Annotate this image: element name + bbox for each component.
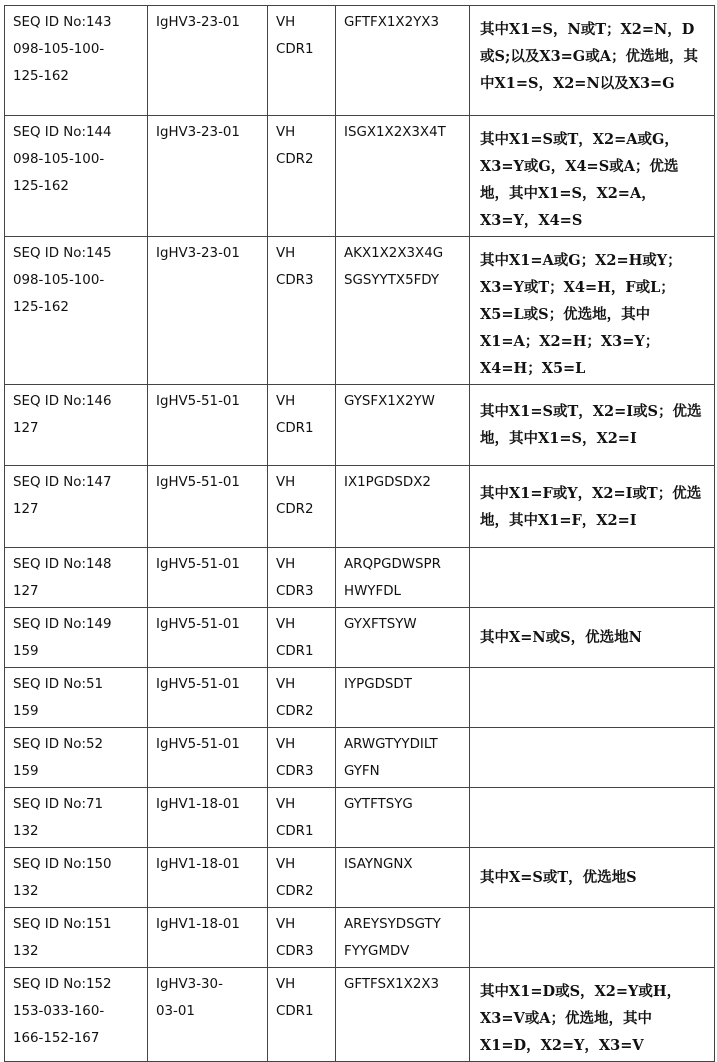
region-text: VH CDR1 xyxy=(276,617,314,659)
clone-id-text: 159 xyxy=(13,764,39,779)
region-cell xyxy=(268,466,336,548)
clone-id-text: 132 xyxy=(13,944,39,959)
sequence-cell xyxy=(336,728,470,788)
sequence-cell xyxy=(336,6,470,116)
clone-id-text: 127 xyxy=(13,421,39,436)
germline-cell xyxy=(148,728,268,788)
seq-id-cell xyxy=(5,385,148,466)
seq-id-cell xyxy=(5,908,148,968)
seq-id-cell xyxy=(5,788,148,848)
table-row xyxy=(5,668,715,728)
region-text: VH CDR2 xyxy=(276,677,314,719)
note-cell xyxy=(470,385,715,466)
germline-text: IgHV3-23-01 xyxy=(156,246,240,261)
note-text: 其中X1=A或G；X2=H或Y；X3=Y或T；X4=H，F或L；X5=L或S；优选地，其中X1=A；X2=H；X3=Y；X4=H；X5=L xyxy=(480,252,682,377)
sequence-cell xyxy=(336,237,470,385)
region-cell xyxy=(268,968,336,1062)
sequence-text: IX1PGDSDX2 xyxy=(344,475,431,490)
seq-id-text: SEQ ID No:143 xyxy=(13,15,112,30)
seq-id-text: SEQ ID No:52 xyxy=(13,737,104,752)
germline-text: IgHV5-51-01 xyxy=(156,677,240,692)
seq-id-cell xyxy=(5,466,148,548)
clone-id-text: 159 xyxy=(13,704,39,719)
note-cell xyxy=(470,848,715,908)
sequence-text: ARQPGDWSPR HWYFDL xyxy=(344,557,441,599)
table-row xyxy=(5,728,715,788)
germline-cell xyxy=(148,908,268,968)
region-cell xyxy=(268,237,336,385)
sequence-text: GYTFTSYG xyxy=(344,797,413,812)
region-text: VH CDR1 xyxy=(276,977,314,1019)
germline-text: IgHV5-51-01 xyxy=(156,617,240,632)
clone-id-text: 127 xyxy=(13,584,39,599)
sequence-cell xyxy=(336,548,470,608)
note-cell xyxy=(470,548,715,608)
region-text: VH CDR2 xyxy=(276,475,314,517)
seq-id-text: SEQ ID No:148 xyxy=(13,557,112,572)
note-text: 其中X1=F或Y，X2=I或T；优选地，其中X1=F，X2=I xyxy=(480,484,702,529)
seq-id-cell xyxy=(5,237,148,385)
table-row xyxy=(5,908,715,968)
note-text: 其中X1=D或S，X2=Y或H，X3=V或A；优选地，其中X1=D，X2=Y，X3=V xyxy=(480,983,682,1054)
seq-id-cell xyxy=(5,968,148,1062)
table-row xyxy=(5,385,715,466)
note-cell xyxy=(470,237,715,385)
table-row xyxy=(5,848,715,908)
germline-cell xyxy=(148,385,268,466)
sequence-cell xyxy=(336,608,470,668)
clone-id-text: 098-105-100- 125-162 xyxy=(13,273,105,315)
germline-cell xyxy=(148,6,268,116)
germline-cell xyxy=(148,788,268,848)
note-cell xyxy=(470,6,715,116)
germline-text: IgHV5-51-01 xyxy=(156,557,240,572)
note-cell xyxy=(470,668,715,728)
clone-id-text: 127 xyxy=(13,502,39,517)
seq-id-cell xyxy=(5,116,148,237)
sequence-cell xyxy=(336,668,470,728)
seq-id-cell xyxy=(5,668,148,728)
table-row xyxy=(5,237,715,385)
germline-cell xyxy=(148,668,268,728)
seq-id-text: SEQ ID No:152 xyxy=(13,977,112,992)
sequence-text: GFTFX1X2YX3 xyxy=(344,15,439,30)
germline-text: IgHV5-51-01 xyxy=(156,475,240,490)
region-cell xyxy=(268,668,336,728)
sequence-text: AKX1X2X3X4G SGSYYTX5FDY xyxy=(344,246,444,288)
sequence-table xyxy=(4,5,715,1062)
germline-cell xyxy=(148,968,268,1062)
region-text: VH CDR2 xyxy=(276,125,314,167)
region-text: VH CDR3 xyxy=(276,737,314,779)
germline-cell xyxy=(148,608,268,668)
region-text: VH CDR3 xyxy=(276,246,314,288)
note-cell xyxy=(470,608,715,668)
germline-text: IgHV5-51-01 xyxy=(156,394,240,409)
note-cell xyxy=(470,728,715,788)
germline-cell xyxy=(148,466,268,548)
region-text: VH CDR3 xyxy=(276,917,314,959)
germline-cell xyxy=(148,116,268,237)
seq-id-cell xyxy=(5,728,148,788)
table-row xyxy=(5,466,715,548)
region-cell xyxy=(268,608,336,668)
clone-id-text: 159 xyxy=(13,644,39,659)
note-cell xyxy=(470,968,715,1062)
note-text: 其中X=N或S，优选地N xyxy=(480,629,642,646)
note-text: 其中X1=S或T，X2=A或G，X3=Y或G，X4=S或A；优选地，其中X1=S，X2=A，X3=Y，X4=S xyxy=(480,131,679,229)
table-row xyxy=(5,548,715,608)
note-cell xyxy=(470,908,715,968)
germline-text: IgHV1-18-01 xyxy=(156,857,240,872)
germline-text: IgHV5-51-01 xyxy=(156,737,240,752)
clone-id-text: 098-105-100- 125-162 xyxy=(13,42,105,84)
region-text: VH CDR3 xyxy=(276,557,314,599)
region-cell xyxy=(268,385,336,466)
seq-id-cell xyxy=(5,848,148,908)
seq-id-text: SEQ ID No:150 xyxy=(13,857,112,872)
seq-id-text: SEQ ID No:151 xyxy=(13,917,112,932)
sequence-text: IYPGDSDT xyxy=(344,677,412,692)
note-text: 其中X1=S或T，X2=I或S；优选地，其中X1=S，X2=I xyxy=(480,403,702,447)
sequence-text: GFTFSX1X2X3 xyxy=(344,977,440,992)
region-cell xyxy=(268,848,336,908)
sequence-text: ISGX1X2X3X4T xyxy=(344,125,446,140)
region-cell xyxy=(268,728,336,788)
note-cell xyxy=(470,466,715,548)
note-text: 其中X1=S，N或T；X2=N，D或S;以及X3=G或A；优选地，其中X1=S，X2=N以及X3=G xyxy=(480,21,698,92)
sequence-text: AREYSYDSGTY FYYGMDV xyxy=(344,917,441,959)
sequence-text: ISAYNGNX xyxy=(344,857,413,872)
region-text: VH CDR2 xyxy=(276,857,314,899)
table-row xyxy=(5,6,715,116)
seq-id-text: SEQ ID No:149 xyxy=(13,617,112,632)
germline-text: IgHV1-18-01 xyxy=(156,797,240,812)
germline-cell xyxy=(148,848,268,908)
clone-id-text: 132 xyxy=(13,824,39,839)
seq-id-text: SEQ ID No:145 xyxy=(13,246,112,261)
sequence-cell xyxy=(336,788,470,848)
clone-id-text: 098-105-100- 125-162 xyxy=(13,152,105,194)
region-cell xyxy=(268,6,336,116)
clone-id-text: 132 xyxy=(13,884,39,899)
seq-id-text: SEQ ID No:144 xyxy=(13,125,112,140)
seq-id-cell xyxy=(5,6,148,116)
sequence-cell xyxy=(336,116,470,237)
germline-text: IgHV3-30- 03-01 xyxy=(156,977,223,1019)
region-text: VH CDR1 xyxy=(276,394,314,436)
table-row xyxy=(5,608,715,668)
sequence-text: GYSFX1X2YW xyxy=(344,394,435,409)
region-cell xyxy=(268,116,336,237)
germline-cell xyxy=(148,237,268,385)
germline-text: IgHV3-23-01 xyxy=(156,125,240,140)
seq-id-text: SEQ ID No:146 xyxy=(13,394,112,409)
sequence-cell xyxy=(336,908,470,968)
sequence-cell xyxy=(336,385,470,466)
region-cell xyxy=(268,788,336,848)
note-cell xyxy=(470,788,715,848)
germline-text: IgHV3-23-01 xyxy=(156,15,240,30)
seq-id-text: SEQ ID No:71 xyxy=(13,797,104,812)
table-row xyxy=(5,968,715,1062)
sequence-text: GYXFTSYW xyxy=(344,617,417,632)
table-row xyxy=(5,788,715,848)
germline-text: IgHV1-18-01 xyxy=(156,917,240,932)
seq-id-text: SEQ ID No:51 xyxy=(13,677,104,692)
seq-id-cell xyxy=(5,608,148,668)
sequence-cell xyxy=(336,848,470,908)
sequence-cell xyxy=(336,968,470,1062)
clone-id-text: 153-033-160- 166-152-167 xyxy=(13,1004,105,1046)
region-cell xyxy=(268,548,336,608)
region-cell xyxy=(268,908,336,968)
seq-id-text: SEQ ID No:147 xyxy=(13,475,112,490)
region-text: VH CDR1 xyxy=(276,15,314,57)
sequence-cell xyxy=(336,466,470,548)
germline-cell xyxy=(148,548,268,608)
sequence-text: ARWGTYYDILT GYFN xyxy=(344,737,438,779)
seq-id-cell xyxy=(5,548,148,608)
region-text: VH CDR1 xyxy=(276,797,314,839)
table-body xyxy=(5,6,715,1062)
note-cell xyxy=(470,116,715,237)
table-row xyxy=(5,116,715,237)
note-text: 其中X=S或T，优选地S xyxy=(480,869,637,886)
